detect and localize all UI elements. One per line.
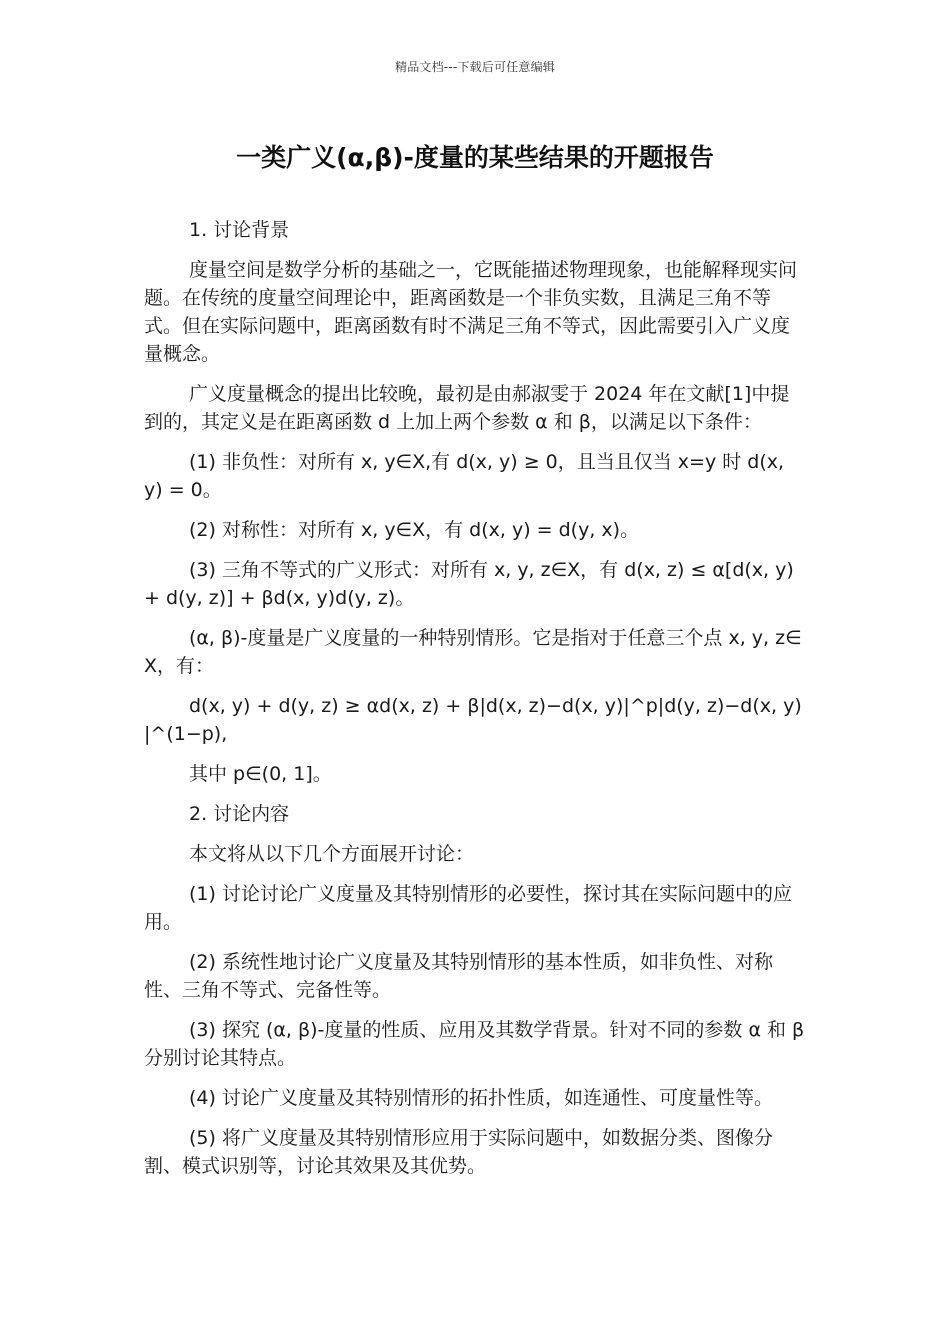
paragraph-generalized-metric-origin: 广义度量概念的提出比较晚，最初是由郝淑雯于 2024 年在文献[1]中提到的，其定义是在距离函数 d 上加上两个参数 α 和 β，以满足以下条件： — [144, 383, 790, 433]
section-heading-background: 1. 讨论背景 — [189, 219, 290, 241]
content-item-2: (2) 系统性地讨论广义度量及其特别情形的基本性质，如非负性、对称性、三角不等式、完备性等。 — [144, 951, 773, 1001]
paragraph-alpha-beta-metric: (α, β)-度量是广义度量的一种特别情形。它是指对于任意三个点 x, y, z∈X，有： — [144, 627, 802, 677]
paragraph-metric-space-intro: 度量空间是数学分析的基础之一，它既能描述物理现象，也能解释现实问题。在传统的度量空间理论中，距离函数是一个非负实数，且满足三角不等式。但在实际问题中，距离函数有时不满足三角不等式，因此需要引入广义度量概念。 — [144, 259, 798, 365]
formula-alpha-beta-metric: d(x, y) + d(y, z) ≥ αd(x, z) + β|d(x, z)−d(x, y)|^p|d(y, z)−d(x, y)|^(1−p), — [144, 695, 802, 745]
page-header-note: 精品文档---下载后可任意编辑 — [395, 60, 555, 74]
formula-p-range: 其中 p∈(0, 1]。 — [189, 763, 332, 785]
condition-symmetry: (2) 对称性：对所有 x, y∈X，有 d(x, y) = d(y, x)。 — [189, 519, 640, 541]
content-item-4: (4) 讨论广义度量及其特别情形的拓扑性质，如连通性、可度量性等。 — [189, 1087, 773, 1109]
paragraph-content-intro: 本文将从以下几个方面展开讨论： — [189, 843, 475, 865]
document-title: 一类广义(α,β)-度量的某些结果的开题报告 — [236, 143, 714, 172]
section-heading-content: 2. 讨论内容 — [189, 803, 290, 825]
condition-nonnegativity: (1) 非负性：对所有 x, y∈X,有 d(x, y) ≥ 0，且当且仅当 x=y 时 d(x, y) = 0。 — [144, 451, 785, 501]
document-body — [144, 216, 808, 1192]
content-item-1: (1) 讨论讨论广义度量及其特别情形的必要性，探讨其在实际问题中的应用。 — [144, 883, 792, 933]
condition-triangle-inequality: (3) 三角不等式的广义形式：对所有 x, y, z∈X，有 d(x, z) ≤ α[d(x, y) + d(y, z)] + βd(x, y)d(y, z)。 — [144, 559, 794, 609]
content-item-3: (3) 探究 (α, β)-度量的性质、应用及其数学背景。针对不同的参数 α 和 β 分别讨论其特点。 — [144, 1019, 805, 1069]
content-item-5: (5) 将广义度量及其特别情形应用于实际问题中，如数据分类、图像分割、模式识别等，讨论其效果及其优势。 — [144, 1127, 773, 1177]
